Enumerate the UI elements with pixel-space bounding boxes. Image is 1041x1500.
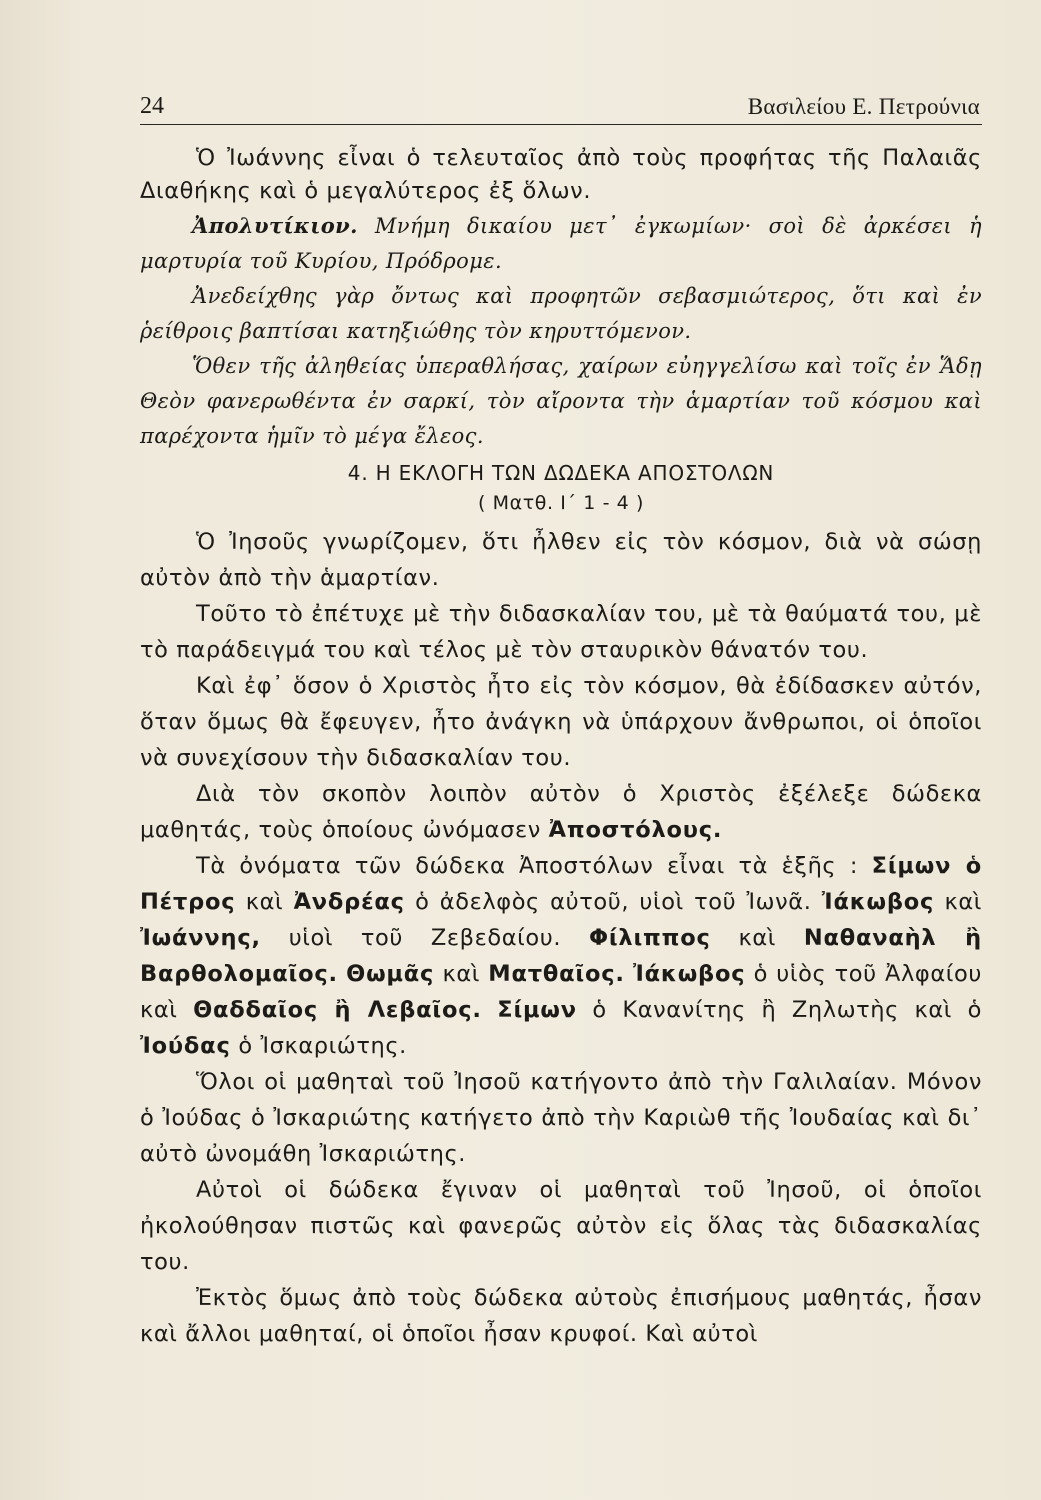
page-header [140, 88, 982, 125]
section-reference: ( Ματθ. Ι΄ 1 - 4 ) [477, 492, 645, 514]
body-paragraph-2: Τοῦτο τὸ ἐπέτυχε μὲ τὴν διδασκαλίαν του, μὲ τὰ θαύματά του, μὲ τὸ παράδειγμά του καὶ τέλος μὲ τὸν σταυρικὸν θάνατόν του. [140, 601, 982, 663]
apostle-thomas: Θωμᾶς [346, 961, 435, 987]
body-paragraph-3: Καὶ ἐφ᾽ ὅσον ὁ Χριστὸς ἦτο εἰς τὸν κόσμον, θὰ ἐδίδασκεν αὐτόν, ὅταν ὅμως θὰ ἔφευγεν, ἦτο ἀνάγκη νὰ ὑπάρχουν ἄνθρωποι, οἱ ὁποῖοι νὰ συνεχίσουν τὴν διδασκαλίαν του. [140, 673, 982, 771]
apolytikion-text-1: Μνήμη δικαίου μετ᾽ ἐγκωμίων· σοὶ δὲ ἀρκέσει ἡ μαρτυρία τοῦ Κυρίου, Πρόδρομε. [140, 214, 982, 273]
body-paragraph-1: Ὁ Ἰησοῦς γνωρίζομεν, ὅτι ἦλθεν εἰς τὸν κόσμον, διὰ νὰ σώσῃ αὐτὸν ἀπὸ τὴν ἁμαρτίαν. [140, 529, 982, 591]
p4-apostles-bold: Ἀποστόλους. [548, 817, 723, 843]
apostle-philip: Φίλιππος [588, 925, 711, 951]
apostles-list-paragraph [140, 848, 982, 1064]
apostle-simon-peter: Σίμων ὁ Πέτρος [140, 853, 983, 915]
section-heading: 4. Η ΕΚΛΟΓΗ ΤΩΝ ΔΩΔΕΚΑ ΑΠΟΣΤΟΛΩΝ [347, 461, 775, 485]
body-paragraph-7: Αὐτοὶ οἱ δώδεκα ἔγιναν οἱ μαθηταὶ τοῦ Ἰησοῦ, οἱ ὁποῖοι ἠκολούθησαν πιστῶς καὶ φανερῶς αὐτὸν εἰς ὅλας τὰς διδασκαλίας του. [140, 1177, 982, 1275]
p5-text-7: καὶ [442, 961, 480, 987]
intro-paragraph: Ὁ Ἰωάννης εἶναι ὁ τελευταῖος ἀπὸ τοὺς προφήτας τῆς Παλαιᾶς Διαθήκης καὶ ὁ μεγαλύτερος ἐξ ὅλων. [140, 145, 982, 204]
p5-text-10: ὁ Ἰσκαριώτης. [238, 1033, 407, 1059]
apostle-matthew: Ματθαῖος. [488, 961, 625, 987]
apostle-thaddeus: Θαδδαῖος ἢ Λεβαῖος. [193, 997, 482, 1023]
p5-text-8: ὁ υἱὸς τοῦ Ἀλφαίου καὶ [140, 961, 982, 1023]
body-paragraph-8: Ἐκτὸς ὅμως ἀπὸ τοὺς δώδεκα αὐτοὺς ἐπισήμους μαθητάς, ἦσαν καὶ ἄλλοι μαθηταί, οἱ ὁποῖοι ἦσαν κρυφοί. Καὶ αὐτοὶ [140, 1285, 982, 1347]
apostle-james-alphaeus: Ἰάκωβος [632, 961, 746, 987]
apostle-john: Ἰωάννης, [140, 925, 261, 951]
running-title: Βασιλείου Ε. Πετρούνια [747, 94, 980, 119]
apostle-andrew: Ἀνδρέας [293, 889, 405, 915]
apostle-nathanael: Ναθαναὴλ ἢ Βαρθολομαῖος. [140, 925, 982, 987]
body-paragraph-6: Ὅλοι οἱ μαθηταὶ τοῦ Ἰησοῦ κατήγοντο ἀπὸ τὴν Γαλιλαίαν. Μόνον ὁ Ἰούδας ὁ Ἰσκαριώτης κατήγετο ἀπὸ τὴν Καριὼθ τῆς Ἰουδαίας καὶ δι᾽ αὐτὸ ὠνομάθη Ἰσκαριώτης. [140, 1069, 982, 1167]
page-number: 24 [140, 93, 164, 119]
apostle-simon-zealot: Σίμων [497, 997, 577, 1023]
p5-text-2: καὶ [245, 889, 284, 915]
p5-text-4: καὶ [944, 889, 982, 915]
apolytikion-line-1 [140, 208, 982, 279]
apolytikion-line-3: Ὅθεν τῆς ἀληθείας ὑπεραθλήσας, χαίρων εὐηγγελίσω καὶ τοῖς ἐν Ἅδῃ Θεὸν φανερωθέντα ἐν σαρκί, τὸν αἴροντα τὴν ἁμαρτίαν τοῦ κόσμου καὶ παρέχοντα ἡμῖν τὸ μέγα ἔλεος. [140, 354, 982, 448]
apolytikion-line-2: Ἀνεδείχθης γὰρ ὄντως καὶ προφητῶν σεβασμιώτερος, ὅτι καὶ ἐν ῥείθροις βαπτίσαι κατηξιώθης τὸν κηρυττόμενον. [140, 284, 982, 343]
apostle-james: Ἰάκωβος [821, 889, 935, 915]
apolytikion-hymn [140, 208, 982, 454]
p5-text-6: καὶ [738, 925, 776, 951]
p5-text-3: ὁ ἀδελφὸς αὐτοῦ, υἱοὶ τοῦ Ἰωνᾶ. [415, 889, 812, 915]
apostle-judas: Ἰούδας [140, 1033, 231, 1059]
page-body [140, 142, 982, 1352]
p5-text-5: υἱοὶ τοῦ Ζεβεδαίου. [288, 925, 562, 951]
p5-text-1: Τὰ ὀνόματα τῶν δώδεκα Ἀποστόλων εἶναι τὰ ἑξῆς : [196, 853, 859, 879]
body-paragraph-4 [140, 776, 982, 848]
p5-text-9: ὁ Κανανίτης ἢ Ζηλωτὴς καὶ ὁ [592, 997, 982, 1023]
p4-text: Διὰ τὸν σκοπὸν λοιπὸν αὐτὸν ὁ Χριστὸς ἐξέλεξε δώδεκα μαθητάς, τοὺς ὁποίους ὠνόμασεν [140, 781, 982, 843]
apolytikion-label: Ἀπολυτίκιον. [192, 213, 358, 238]
